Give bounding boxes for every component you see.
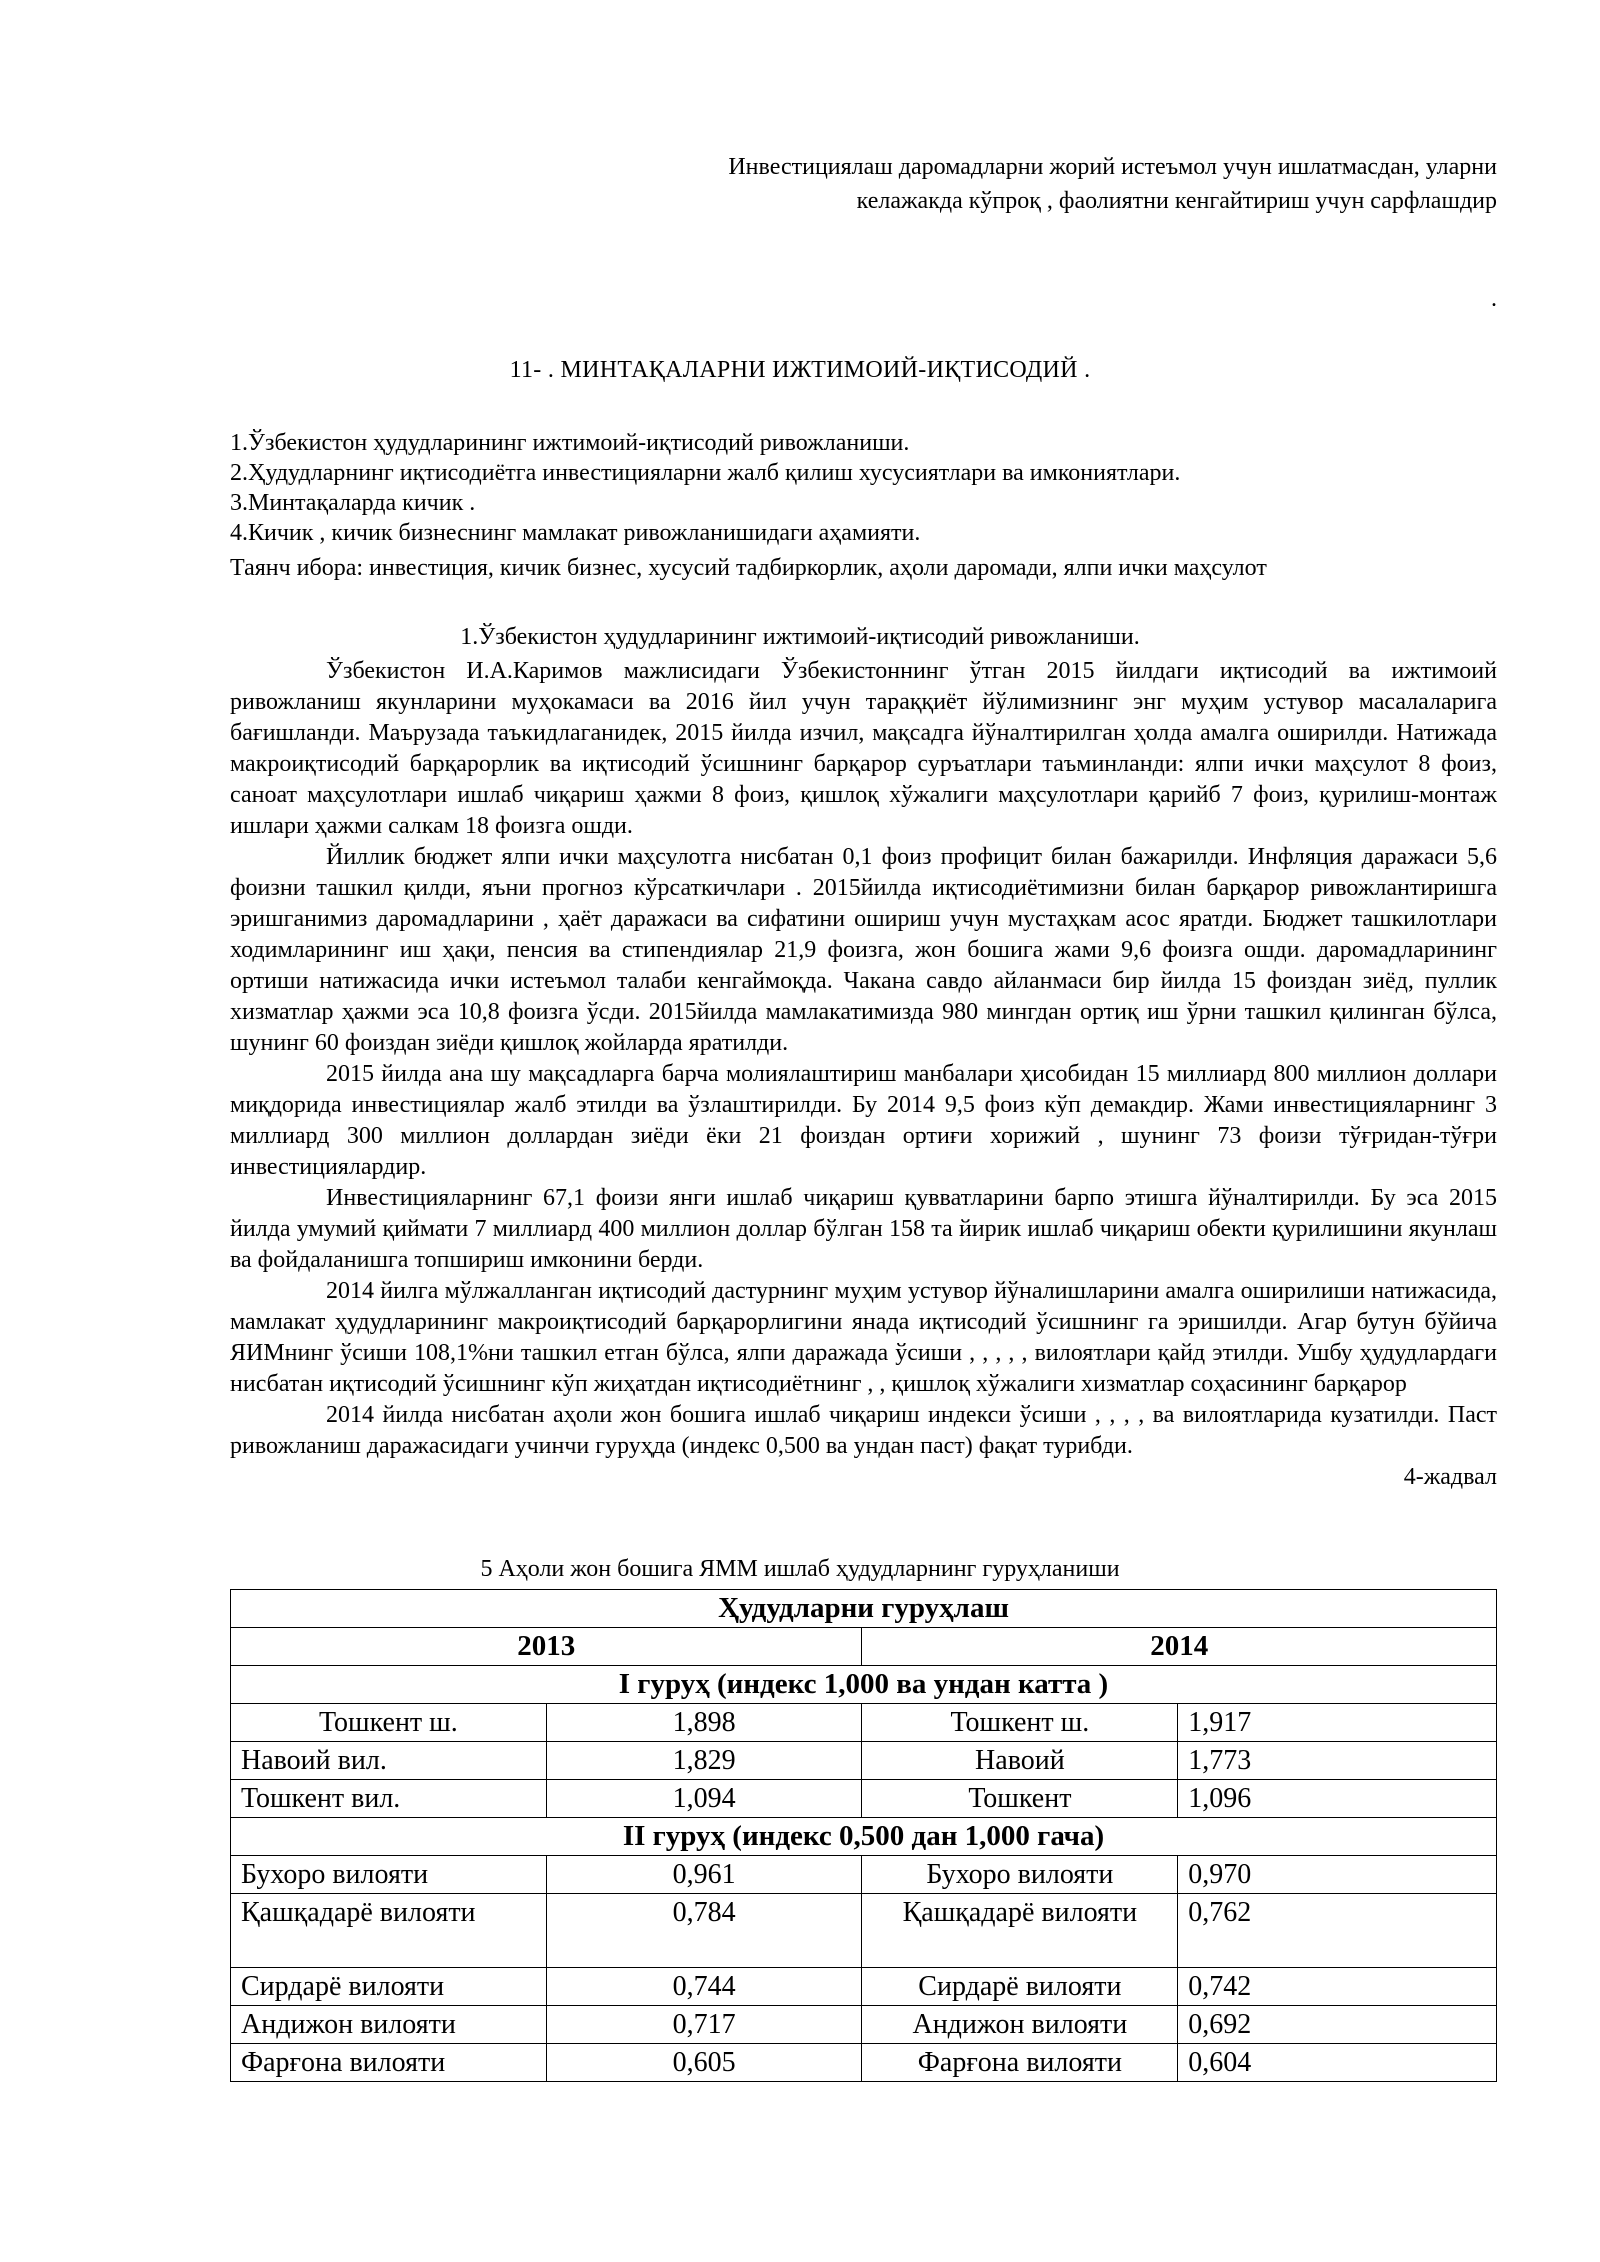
table-row — [231, 1894, 1497, 1968]
table-row — [231, 1968, 1497, 2006]
table-row — [231, 2044, 1497, 2082]
chapter-title: 11- . МИНТАҚАЛАРНИ ИЖТИМОИЙ-ИҚТИСОДИЙ . — [509, 357, 1091, 383]
paragraph: 2014 йилга мўлжалланган иқтисодий дастурнинг муҳим устувор йўналишларини амалга оширилиши натижасида, мамлакат ҳудудларининг макроиқтисодий барқарорлигини янада иқтисодий ўсишнинг га эришилди. Агар бутун бўйича ЯИМнинг ўсиши 108,1%ни ташкил етган бўлса, ялпи даражада ўсиши , , , , , вилоятлари қайд этилди. Ушбу ҳудудлардаги нисбатан иқтисодий ўсишнинг кўп жиҳатдан иқтисодиётнинг , , қишлоқ хўжалиги хизматлар соҳасининг барқарор — [230, 1278, 1497, 1397]
region-cell: Бухоро вилояти — [862, 1856, 1178, 1894]
group-header-row — [231, 1666, 1497, 1704]
region-cell: Қашқадарё вилояти — [862, 1894, 1178, 1968]
index-cell: 0,605 — [546, 2044, 862, 2082]
paragraph: Ўзбекистон И.А.Каримов мажлисидаги Ўзбекистоннинг ўтган 2015 йилдаги иқтисодий ва ижтимоий ривожланиш якунларини муҳокамаси ва 2016 йил учун тараққиёт йўлимизнинг энг муҳим устувор масалаларига бағишланди. Маърузада таъкидлаганидек, 2015 йилда изчил, мақсадга йўналтирилган ҳолда амалга оширилди. Натижада макроиқтисодий барқарорлик ва иқтисодий ўсишнинг барқарор суръатлари таъминланди: ялпи ички маҳсулот 8 фоиз, саноат маҳсулотлари ишлаб чиқариш ҳажми 8 фоиз, қишлоқ хўжалиги маҳсулотлари қарийб 7 фоиз, қурилиш-монтаж ишлари ҳажми салкам 18 фоизга ошди. — [230, 658, 1497, 839]
region-cell: Тошкент ш. — [862, 1704, 1178, 1742]
lecture-plan — [230, 428, 1500, 548]
region-cell: Навоий вил. — [231, 1742, 547, 1780]
epigraph: Инвестициялаш даромадларни жорий истеъмол учун ишлатмасдан, уларни келажакда кўпроқ , фаолиятни кенгайтириш учун сарфлашдир — [728, 154, 1497, 214]
group1-title: I гуруҳ (индекс 1,000 ва ундан катта ) — [231, 1666, 1497, 1704]
year-header-2014: 2014 — [862, 1628, 1497, 1666]
index-cell: 0,604 — [1178, 2044, 1497, 2082]
region-cell: Навоий — [862, 1742, 1178, 1780]
region-cell: Фарғона вилояти — [231, 2044, 547, 2082]
year-header-2013: 2013 — [231, 1628, 862, 1666]
plan-item: 3.Минтақаларда кичик . — [230, 490, 476, 516]
index-cell: 1,829 — [546, 1742, 862, 1780]
plan-item: 2.Ҳудудларнинг иқтисодиётга инвестицияларни жалб қилиш хусусиятлари ва имкониятлари. — [230, 460, 1181, 486]
region-cell: Бухоро вилояти — [231, 1856, 547, 1894]
section-title: 1.Ўзбекистон ҳудудларининг ижтимоий-иқтисодий ривожланиши. — [460, 624, 1140, 650]
region-cell: Сирдарё вилояти — [231, 1968, 547, 2006]
stray-dot: . — [1491, 286, 1497, 312]
body-text — [230, 656, 1497, 1493]
plan-item: 1.Ўзбекистон ҳудудларининг ижтимоий-иқтисодий ривожланиши. — [230, 430, 910, 456]
index-cell: 0,970 — [1178, 1856, 1497, 1894]
keywords: Таянч ибора: инвестиция, кичик бизнес, хусусий тадбиркорлик, аҳоли даромади, ялпи ички маҳсулот — [230, 555, 1267, 581]
paragraph: 2014 йилда нисбатан аҳоли жон бошига ишлаб чиқариш индекси ўсиши , , , , ва вилоятларида кузатилди. Паст ривожланиш даражасидаги учинчи гуруҳда (индекс 0,500 ва ундан паст) фақат турибди. — [230, 1402, 1497, 1459]
index-cell: 1,898 — [546, 1704, 862, 1742]
table-number: 4-жадвал — [1403, 1464, 1497, 1490]
index-cell: 0,742 — [1178, 1968, 1497, 2006]
index-cell: 0,784 — [546, 1894, 862, 1968]
region-cell: Андижон вилояти — [862, 2006, 1178, 2044]
index-cell: 1,094 — [546, 1780, 862, 1818]
index-cell: 0,692 — [1178, 2006, 1497, 2044]
index-cell: 0,961 — [546, 1856, 862, 1894]
region-cell: Қашқадарё вилояти — [231, 1894, 547, 1968]
index-cell: 0,717 — [546, 2006, 862, 2044]
paragraph: Инвестицияларнинг 67,1 фоизи янги ишлаб чиқариш қувватларини барпо этишга йўналтирилди. Бу эса 2015 йилда умумий қиймати 7 миллиард 400 миллион доллар бўлган 158 та йирик ишлаб чиқариш обекти қурилишини якунлаш ва фойдаланишга топшириш имконини берди. — [230, 1185, 1497, 1273]
table-title: Ҳудудларни гуруҳлаш — [231, 1590, 1497, 1628]
region-cell: Андижон вилояти — [231, 2006, 547, 2044]
regions-grouping-table — [230, 1589, 1497, 2082]
group-header-row — [231, 1818, 1497, 1856]
paragraph: Йиллик бюджет ялпи ички маҳсулотга нисбатан 0,1 фоиз профицит билан бажарилди. Инфляция даражаси 5,6 фоизни ташкил қилди, яъни прогноз кўрсаткичлари . 2015йилда иқтисодиётимизни билан барқарор ривожлантиришга эришганимиз даромадларини , ҳаёт даражаси ва сифатини ошириш учун мустаҳкам асос яратди. Бюджет ташкилотлари ходимларининг иш ҳақи, пенсия ва стипендиялар 21,9 фоизга, жон бошига жами 9,6 фоизга ошди. даромадларининг ортиши натижасида ички истеъмол талаби кенгаймоқда. Чакана савдо айланмаси бир йилда 15 фоиздан зиёд, пуллик хизматлар ҳажми эса 10,8 фоизга ўсди. 2015йилда мамлакатимизда 980 мингдан ортиқ иш ўрни ташкил қилинган бўлса, шунинг 60 фоиздан зиёди қишлоқ жойларда яратилди. — [230, 844, 1497, 1056]
table-row — [231, 1856, 1497, 1894]
table-row — [231, 1780, 1497, 1818]
paragraph: 2015 йилда ана шу мақсадларга барча молиялаштириш манбалари ҳисобидан 15 миллиард 800 миллион доллари миқдорида инвестициялар жалб этилди ва ўзлаштирилди. Бу 2014 9,5 фоиз кўп демакдир. Жами инвестицияларнинг 3 миллиард 300 миллион доллардан зиёди ёки 21 фоиздан ортиғи хорижий , шунинг 73 фоизи тўғридан-тўғри инвестициялардир. — [230, 1061, 1497, 1180]
index-cell: 0,762 — [1178, 1894, 1497, 1968]
region-cell: Сирдарё вилояти — [862, 1968, 1178, 2006]
region-cell: Тошкент — [862, 1780, 1178, 1818]
index-cell: 1,917 — [1178, 1704, 1497, 1742]
table-row — [231, 1704, 1497, 1742]
index-cell: 0,744 — [546, 1968, 862, 2006]
table-row — [231, 2006, 1497, 2044]
plan-item: 4.Кичик , кичик бизнеснинг мамлакат ривожланишидаги аҳамияти. — [230, 520, 921, 546]
group2-title: II гуруҳ (индекс 0,500 дан 1,000 гача) — [231, 1818, 1497, 1856]
index-cell: 1,773 — [1178, 1742, 1497, 1780]
table-title-row — [231, 1590, 1497, 1628]
index-cell: 1,096 — [1178, 1780, 1497, 1818]
region-cell: Фарғона вилояти — [862, 2044, 1178, 2082]
table-year-row — [231, 1628, 1497, 1666]
region-cell: Тошкент вил. — [231, 1780, 547, 1818]
table-caption: 5 Аҳоли жон бошига ЯММ ишлаб ҳудудларнинг гуруҳланиши — [480, 1556, 1120, 1582]
region-cell: Тошкент ш. — [231, 1704, 547, 1742]
table-row — [231, 1742, 1497, 1780]
